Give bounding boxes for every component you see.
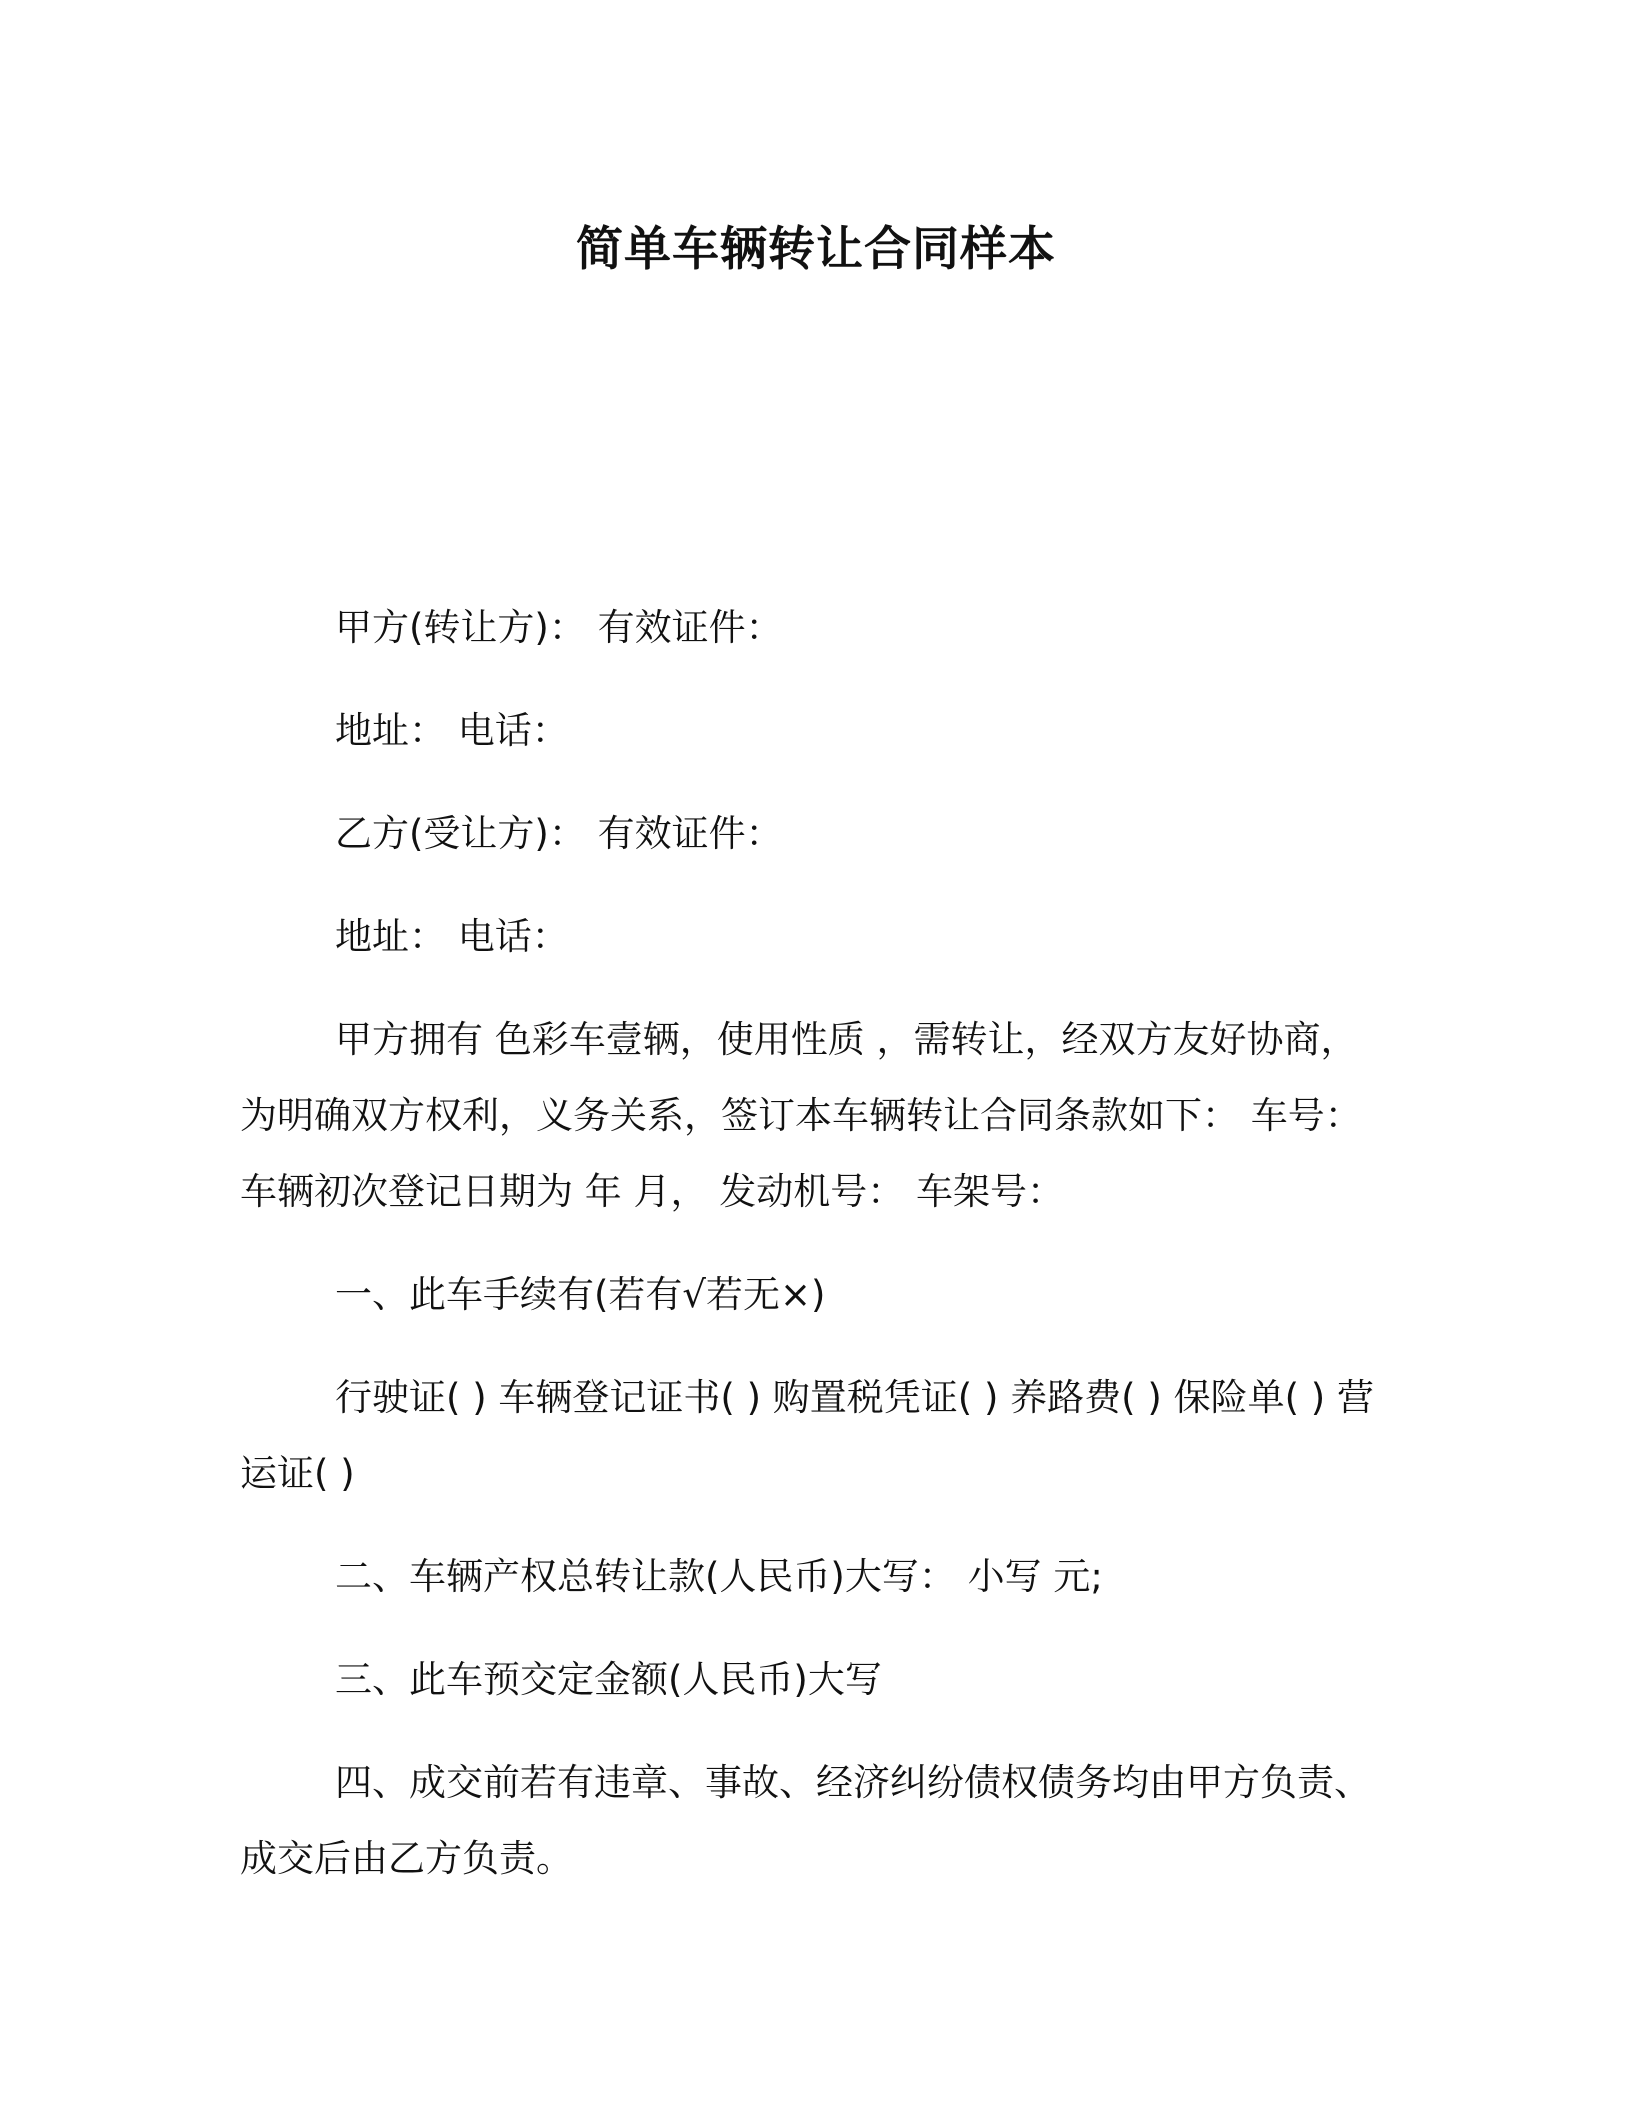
party-a-address-line: 地址： 电话： <box>335 709 569 752</box>
document-body <box>240 590 1380 1924</box>
party-b-line: 乙方(受让方)： 有效证件： <box>335 812 783 855</box>
clause-2-price: 二、车辆产权总转让款(人民币)大写： 小写 元; <box>335 1555 1103 1598</box>
party-b-address-line: 地址： 电话： <box>335 915 569 958</box>
party-a-line: 甲方(转让方)： 有效证件： <box>335 606 783 649</box>
clause-1-heading: 一、此车手续有(若有√若无×) <box>335 1273 826 1316</box>
clause-3-deposit: 三、此车预交定金额(人民币)大写 <box>335 1658 882 1701</box>
document-title: 简单车辆转让合同样本 <box>576 222 1056 277</box>
clause-1-documents: 行驶证( ) 车辆登记证书( ) 购置税凭证( ) 养路费( ) 保险单( ) 营运证( ) <box>240 1376 1374 1495</box>
vehicle-description-paragraph: 甲方拥有 色彩车壹辆，使用性质 ，需转让，经双方友好协商，为明确双方权利，义务关系，签订本车辆转让合同条款如下： 车号：车辆初次登记日期为 年 月， 发动机号： 车架号： <box>240 1018 1362 1213</box>
clause-4-liability: 四、成交前若有违章、事故、经济纠纷债权债务均由甲方负责、成交后由乙方负责。 <box>240 1761 1371 1880</box>
